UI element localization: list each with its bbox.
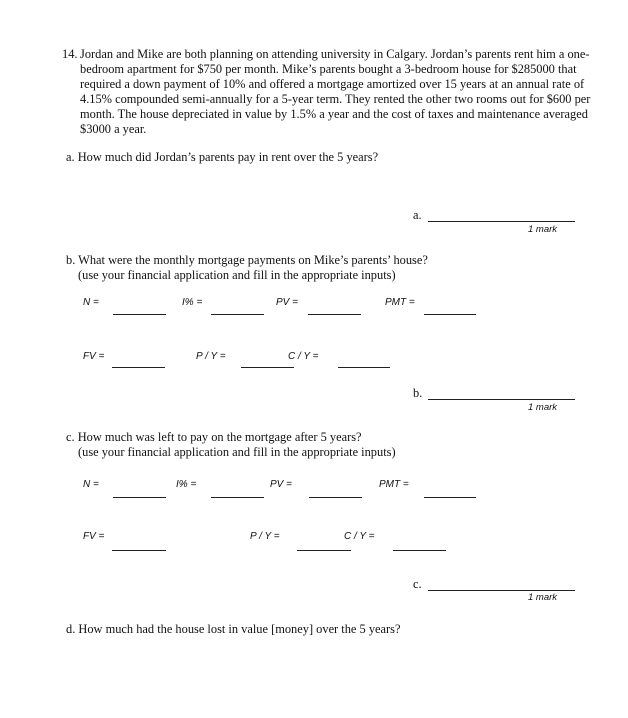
part-c-i-input[interactable] [211,497,264,498]
part-c-n-label: N = [83,479,99,490]
part-d-question: d. How much had the house lost in value [money] over the 5 years? [66,622,401,636]
part-a-question: a. How much did Jordan’s parents pay in rent over the 5 years? [66,150,379,164]
part-c-n-input[interactable] [113,497,166,498]
part-b-answer-label: b. [413,386,423,400]
part-b-n-input[interactable] [113,314,166,315]
part-c-cy-input[interactable] [393,550,446,551]
part-b-pv-input[interactable] [308,314,361,315]
part-c-pmt-input[interactable] [424,497,476,498]
part-c-pv-input[interactable] [309,497,362,498]
part-b-pv-label: PV = [276,297,298,308]
part-c-answer-line[interactable] [428,590,575,591]
part-c-answer-label: c. [413,577,422,591]
part-a-mark: 1 mark [528,224,558,235]
part-b-question-line2: (use your financial application and fill in the appropriate inputs) [78,268,396,282]
part-b-pmt-input[interactable] [424,314,476,315]
part-c-fv-input[interactable] [112,550,166,551]
part-b-cy-input[interactable] [338,367,390,368]
part-c-pv-label: PV = [270,479,292,490]
part-c-fv-label: FV = [83,531,105,542]
part-c-pmt-label: PMT = [379,479,409,490]
part-b-py-label: P / Y = [196,351,226,362]
part-a-answer-label: a. [413,208,422,222]
part-b-i-label: I% = [182,297,203,308]
part-b-py-input[interactable] [241,367,294,368]
question-number: 14. [62,47,78,61]
question-text [80,47,615,137]
part-b-fv-label: FV = [83,351,105,362]
question-body: Jordan and Mike are both planning on attending university in Calgary. Jordan’s parents rent him a one-bedroom apartment for $750 per month. Mike’s parents bought a 3-bedroom house for $285000 that required a down payment of 10% and offered a mortgage amortized over 15 years at an annual rate of 4.15% compounded semi-annually for a 5-year term. They rented the other two rooms out for $600 per month. The house depreciated in value by 1.5% a year and the cost of taxes and maintenance averaged $3000 a year. [80,47,591,136]
part-a-answer-line[interactable] [428,221,575,222]
part-b-cy-label: C / Y = [288,351,319,362]
part-b-n-label: N = [83,297,99,308]
part-b-answer-line[interactable] [428,399,575,400]
part-b-i-input[interactable] [211,314,264,315]
part-b-fv-input[interactable] [112,367,165,368]
part-b-pmt-label: PMT = [385,297,415,308]
part-c-i-label: I% = [176,479,197,490]
part-c-question-line1: c. How much was left to pay on the mortgage after 5 years? [66,430,362,444]
part-b-question-line1: b. What were the monthly mortgage payments on Mike’s parents’ house? [66,253,428,267]
part-c-py-label: P / Y = [250,531,280,542]
part-b-mark: 1 mark [528,402,558,413]
part-c-py-input[interactable] [297,550,351,551]
part-c-cy-label: C / Y = [344,531,375,542]
part-c-mark: 1 mark [528,592,558,603]
part-c-question-line2: (use your financial application and fill in the appropriate inputs) [78,445,396,459]
